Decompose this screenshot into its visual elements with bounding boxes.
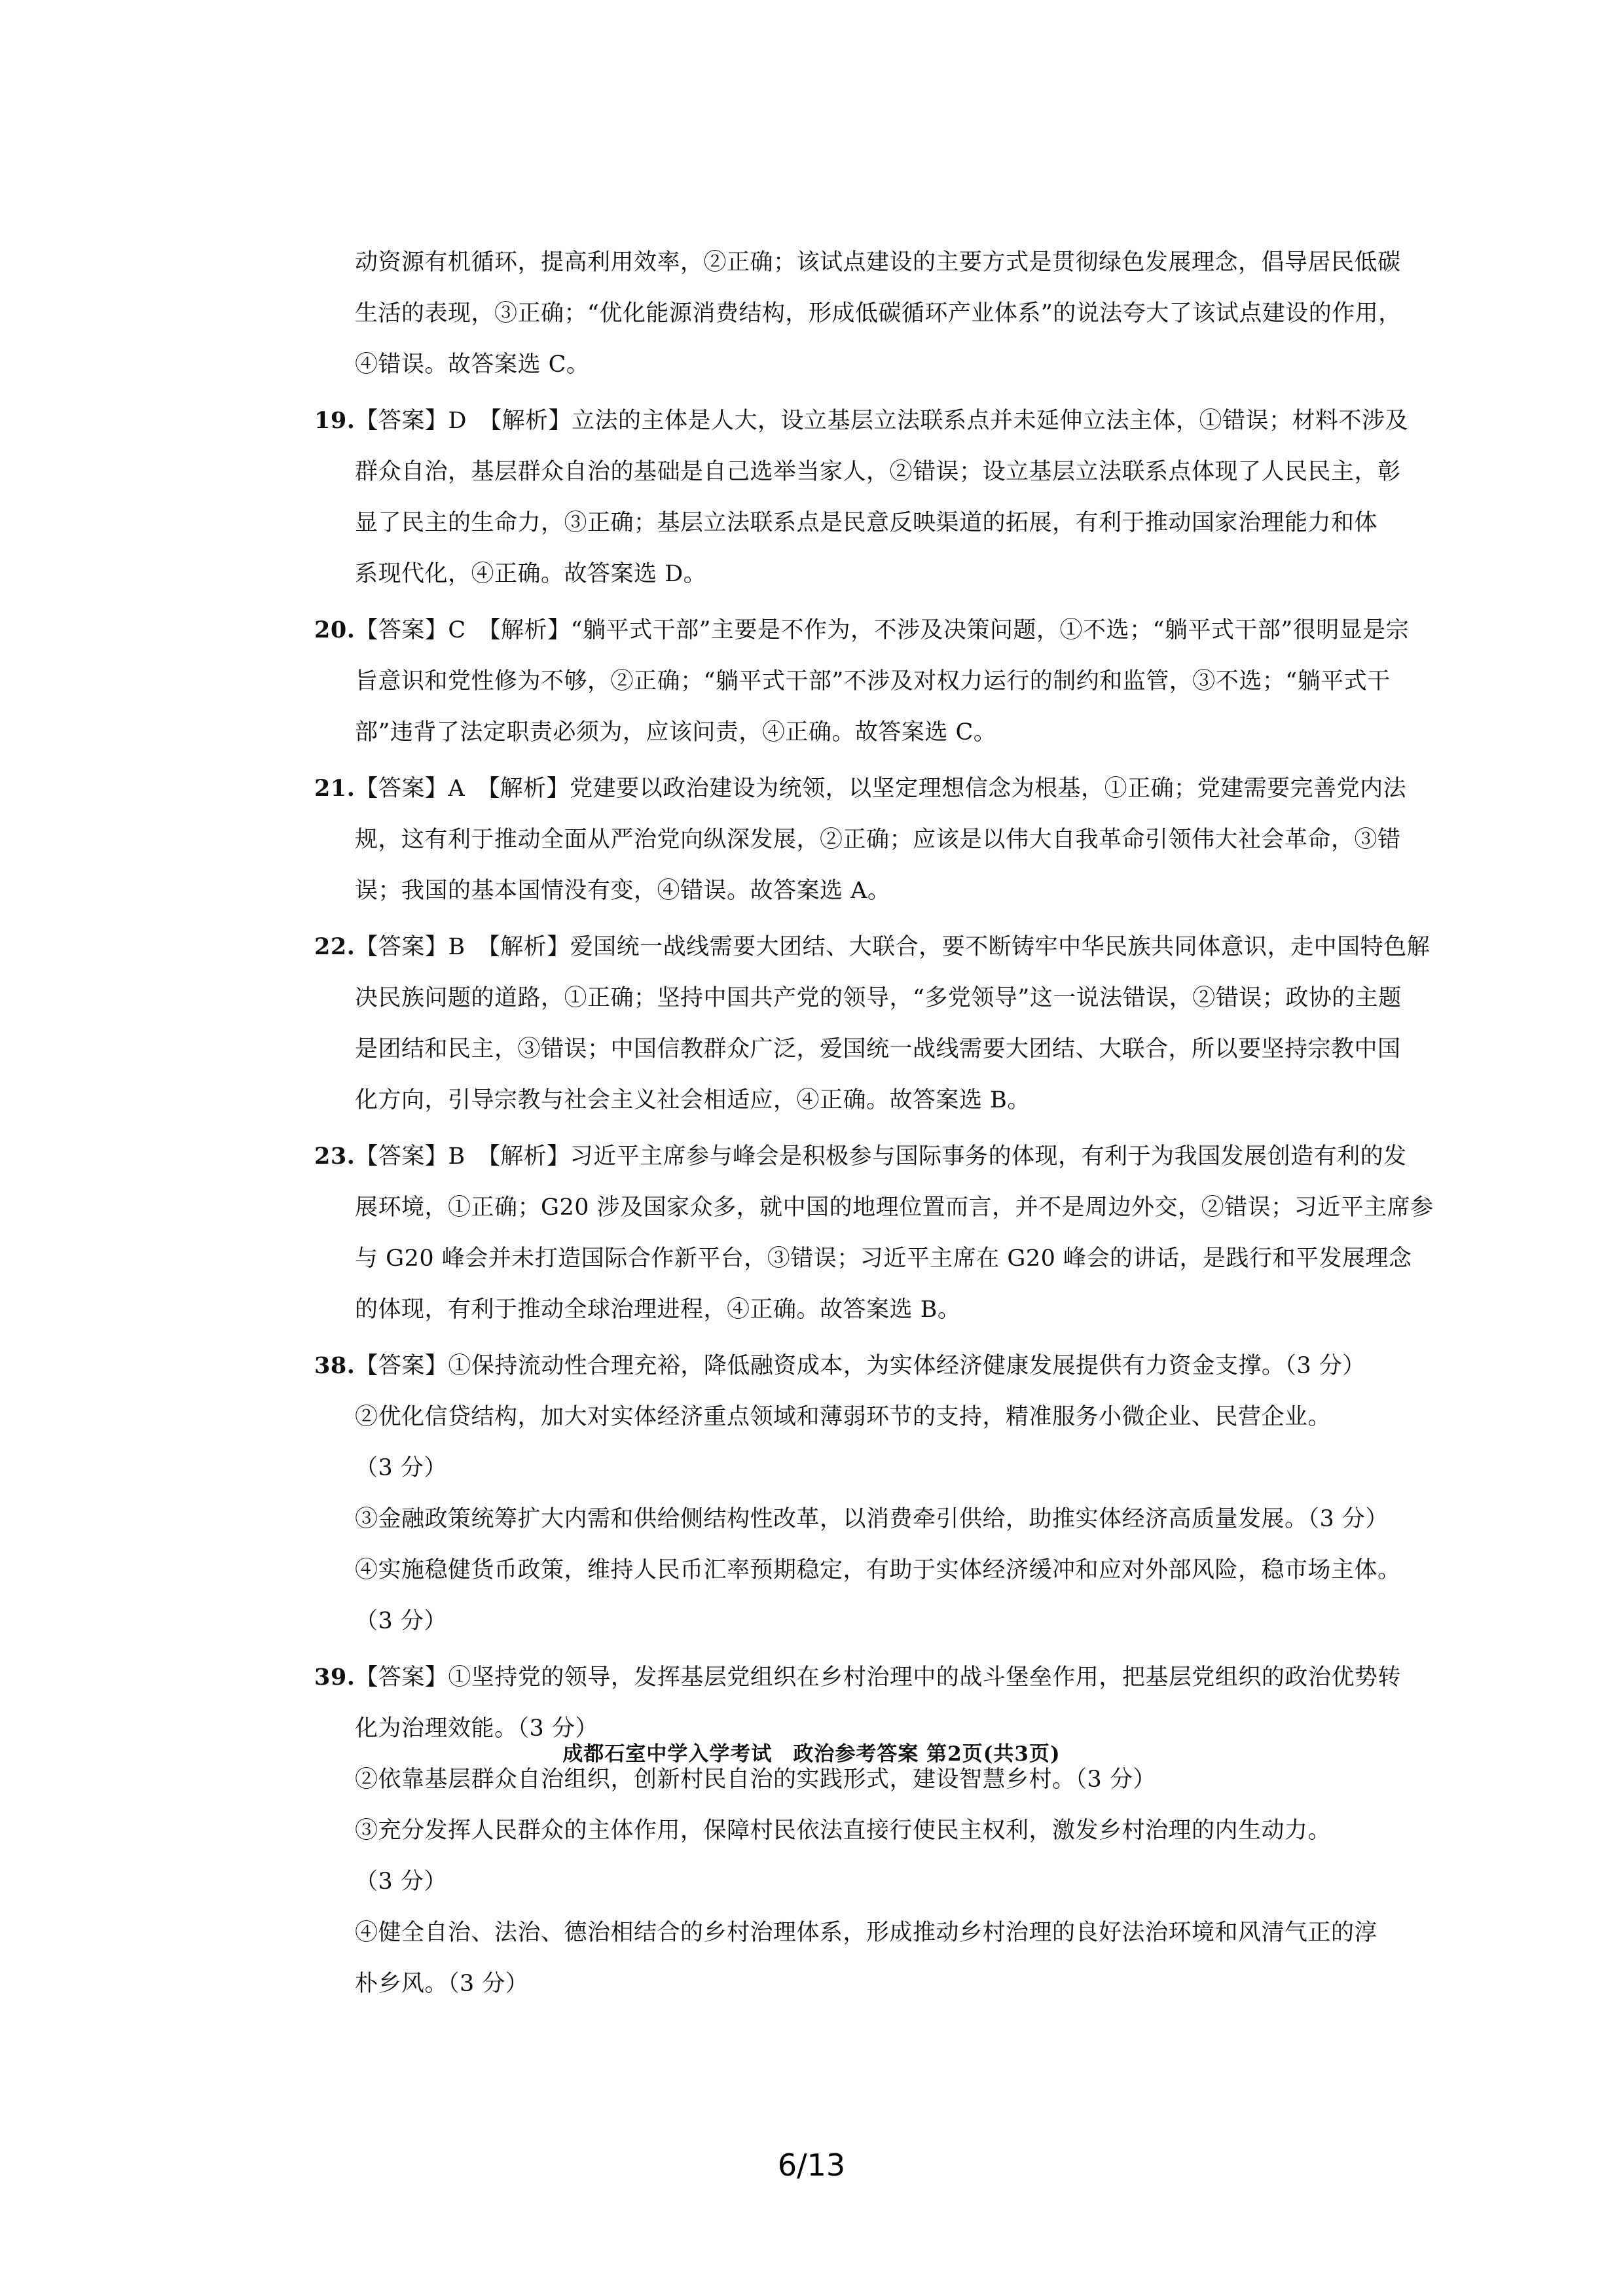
line-text: 旨意识和党性修为不够，②正确；“躺平式干部”不涉及对权力运行的制约和监管，③不选；“躺平式干 — [355, 668, 1391, 694]
line-text: 【答案】B 【解析】爱国统一战线需要大团结、大联合，要不断铸牢中华民族共同体意识，走中国特色解 — [355, 934, 1431, 960]
question-line — [314, 1652, 1401, 1703]
line-text: （3 分） — [355, 1869, 447, 1895]
line-text: 【答案】D 【解析】立法的主体是人大，设立基层立法联系点并未延伸立法主体，①错误；材料不涉及 — [355, 408, 1408, 434]
line-text: 规，这有利于推动全面从严治党向纵深发展，②正确；应该是以伟大自我革命引领伟大社会革命，③错 — [355, 827, 1401, 853]
text-line — [314, 497, 1378, 548]
text-line — [314, 1391, 1332, 1443]
page-number: 6/13 — [777, 2147, 846, 2183]
line-text: （3 分） — [355, 1455, 447, 1481]
line-text: 误；我国的基本国情没有变，④错误。故答案选 A。 — [355, 878, 891, 904]
line-text: 【答案】B 【解析】习近平主席参与峰会是积极参与国际事务的体现，有利于为我国发展创造有利的发 — [355, 1143, 1407, 1170]
line-text: 部”违背了法定职责必须为，应该问责，④正确。故答案选 C。 — [355, 719, 997, 745]
line-text: ③充分发挥人民群众的主体作用，保障村民依法直接行使民主权利，激发乡村治理的内生动力。 — [355, 1818, 1332, 1844]
text-line — [314, 1596, 1316, 1647]
text-line — [314, 548, 1316, 600]
text-line — [314, 1182, 1434, 1233]
question-number: 20. — [314, 617, 356, 643]
text-line — [314, 1805, 1332, 1856]
line-text: 显了民主的生命力，③正确；基层立法联系点是民意反映渠道的拓展，有利于推动国家治理能力和体 — [355, 510, 1378, 536]
line-text: 动资源有机循环，提高利用效率，②正确；该试点建设的主要方式是贯彻绿色发展理念，倡导居民低碳 — [355, 249, 1401, 276]
text-line — [314, 814, 1401, 865]
line-text: 生活的表现，③正确；“优化能源消费结构，形成低碳循环产业体系”的说法夸大了该试点建设的作用， — [355, 300, 1402, 327]
text-line — [314, 339, 1316, 390]
question-line — [314, 922, 1431, 973]
question-number: 22. — [314, 933, 356, 960]
question-line — [314, 395, 1408, 446]
line-text: ④健全自治、法治、德治相结合的乡村治理体系，形成推动乡村治理的良好法治环境和风清气正的淳 — [355, 1920, 1378, 1946]
text-line — [314, 973, 1402, 1024]
text-line — [314, 1284, 1316, 1335]
text-line — [314, 1443, 1316, 1494]
line-text: ④实施稳健货币政策，维持人民币汇率预期稳定，有助于实体经济缓冲和应对外部风险，稳市场主体。 — [355, 1557, 1401, 1583]
line-text: ②优化信贷结构，加大对实体经济重点领域和薄弱环节的支持，精准服务小微企业、民营企业。 — [355, 1404, 1332, 1430]
line-text: 与 G20 峰会并未打造国际合作新平台，③错误；习近平主席在 G20 峰会的讲话，是践行和平发展理念 — [355, 1246, 1412, 1272]
line-text: 化为治理效能。（3 分） — [355, 1715, 598, 1742]
text-line — [314, 1233, 1412, 1284]
question-line — [314, 605, 1410, 656]
line-text: 是团结和民主，③错误；中国信教群众广泛，爱国统一战线需要大团结、大联合，所以要坚持宗教中国 — [355, 1036, 1401, 1062]
question-line — [314, 763, 1407, 814]
line-text: 展环境，①正确；G20 涉及国家众多，就中国的地理位置而言，并不是周边外交，②错误；习近平主席参 — [355, 1194, 1434, 1221]
question-number: 19. — [314, 407, 356, 434]
text-line — [314, 1024, 1401, 1075]
question-number: 21. — [314, 775, 356, 802]
text-line — [314, 288, 1402, 339]
text-line — [314, 1958, 1316, 2009]
line-text: 群众自治，基层群众自治的基础是自己选举当家人，②错误；设立基层立法联系点体现了人民民主，彰 — [355, 459, 1401, 485]
line-text: 的体现，有利于推动全球治理进程，④正确。故答案选 B。 — [355, 1297, 961, 1323]
line-text: 决民族问题的道路，①正确；坚持中国共产党的领导，“多党领导”这一说法错误，②错误；政协的主题 — [355, 985, 1402, 1011]
text-line — [314, 865, 1316, 916]
text-line — [314, 656, 1391, 707]
text-line — [314, 707, 1316, 758]
question-number: 23. — [314, 1143, 356, 1170]
line-text: ③金融政策统筹扩大内需和供给侧结构性改革，以消费牵引供给，助推实体经济高质量发展。（3 分） — [355, 1506, 1389, 1532]
line-text: 朴乡风。（3 分） — [355, 1971, 529, 1997]
line-text: 【答案】A 【解析】党建要以政治建设为统领，以坚定理想信念为根基，①正确；党建需要完善党内法 — [355, 776, 1407, 802]
line-text: ②依靠基层群众自治组织，创新村民自治的实践形式，建设智慧乡村。（3 分） — [355, 1767, 1156, 1793]
line-text: 【答案】①坚持党的领导，发挥基层党组织在乡村治理中的战斗堡垒作用，把基层党组织的政治优势转 — [355, 1664, 1401, 1691]
page-footer: 成都石室中学入学考试 政治参考答案 第2页(共3页) — [562, 1742, 1061, 1766]
text-line — [314, 1856, 1316, 1907]
question-number: 39. — [314, 1664, 356, 1691]
text-line — [314, 1494, 1389, 1545]
text-line — [314, 446, 1401, 497]
line-text: （3 分） — [355, 1608, 447, 1634]
text-line — [314, 1075, 1316, 1126]
text-line — [314, 1545, 1401, 1596]
line-text: ④错误。故答案选 C。 — [355, 351, 590, 378]
question-number: 38. — [314, 1352, 356, 1379]
question-line — [314, 1131, 1407, 1182]
text-line — [314, 237, 1401, 288]
question-line — [314, 1340, 1366, 1391]
line-text: 【答案】C 【解析】“躺平式干部”主要是不作为，不涉及决策问题，①不选；“躺平式干部”很明显是宗 — [355, 617, 1410, 643]
line-text: 系现代化，④正确。故答案选 D。 — [355, 561, 707, 587]
text-line — [314, 1907, 1378, 1958]
line-text: 化方向，引导宗教与社会主义社会相适应，④正确。故答案选 B。 — [355, 1087, 1030, 1113]
line-text: 【答案】①保持流动性合理充裕，降低融资成本，为实体经济健康发展提供有力资金支撑。（3 分） — [355, 1353, 1366, 1379]
